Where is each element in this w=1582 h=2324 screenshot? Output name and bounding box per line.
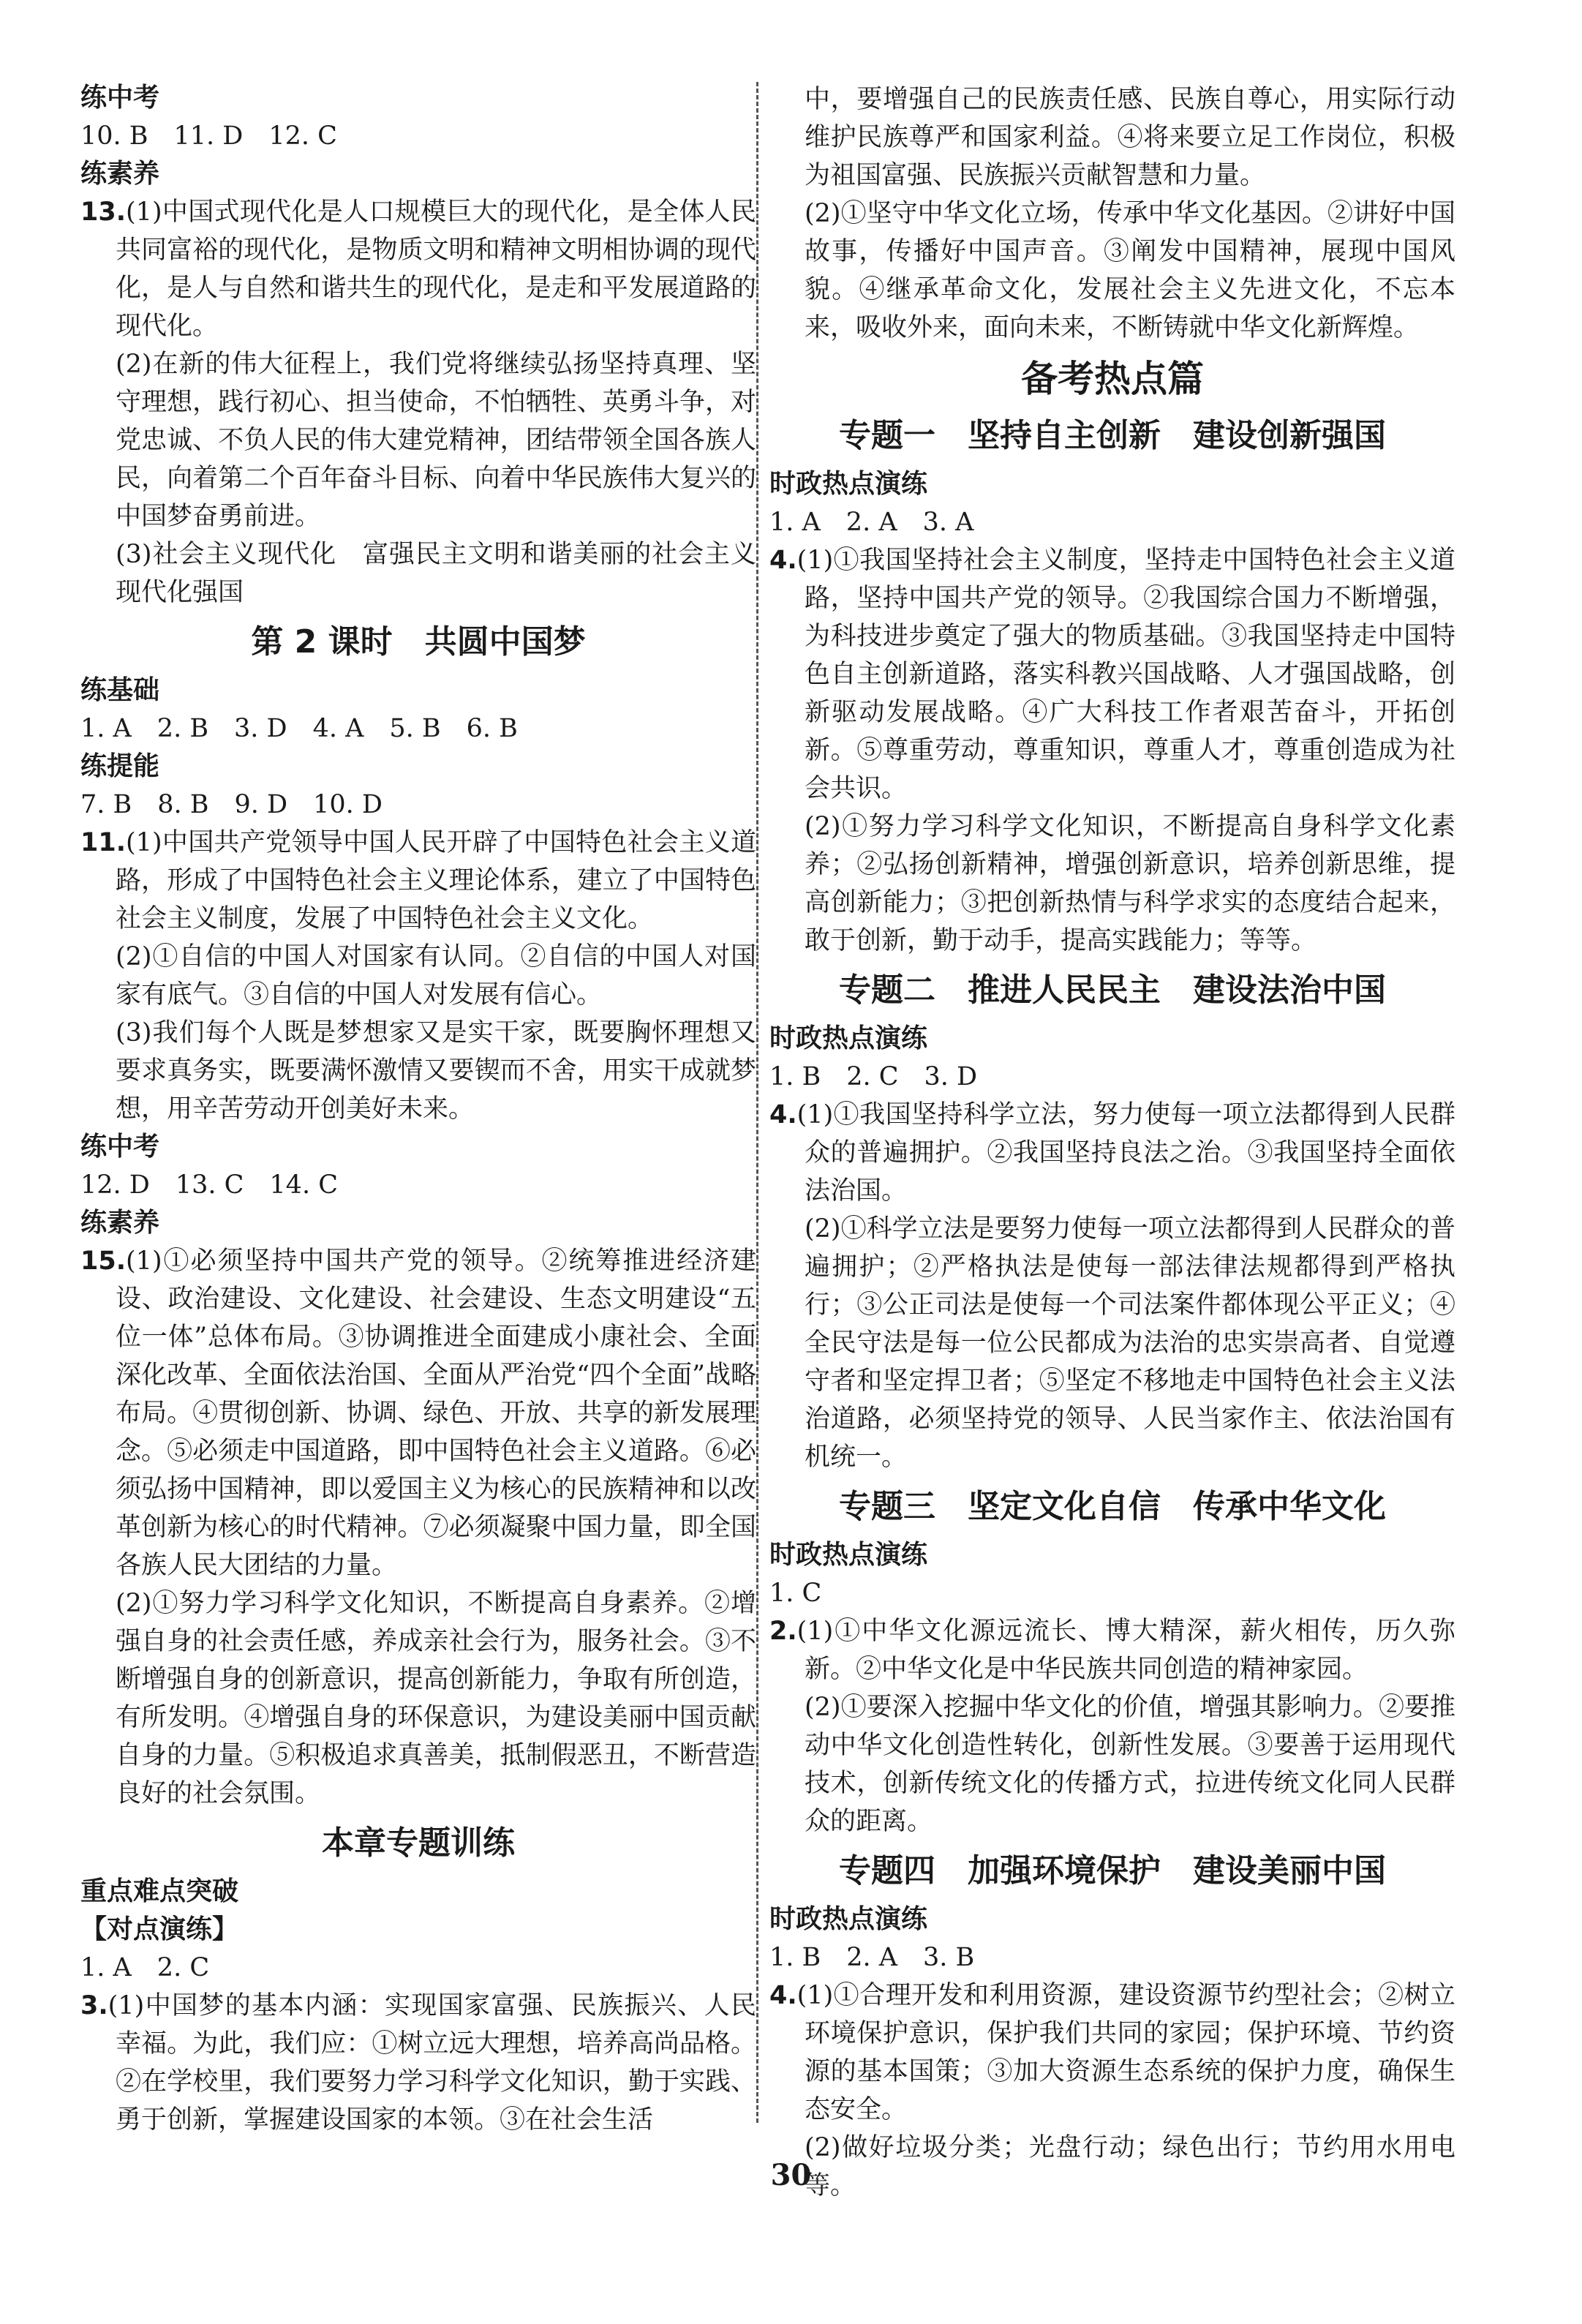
answer-line: 1. A 2. B 3. D 4. A 5. B 6. B (80, 714, 518, 743)
page-number: 30 (770, 2158, 812, 2192)
answer-text: (1)中国共产党领导中国人民开辟了中国特色社会主义道路，形成了中国特色社会主义理论体系，建立了中国特色社会主义制度，发展了中国特色社会主义文化。 (116, 828, 756, 933)
answer-text: (2)①努力学习科学文化知识，不断提高自身素养。②增强自身的社会责任感，养成亲社会行为，服务社会。③不断增强自身的创新意识，提高创新能力，争取有所创造，有所发明。④增强自身的环保意识，为建设美丽中国贡献自身的力量。⑤积极追求真善美，抵制假恶丑，不断营造良好的社会氛围。 (116, 1589, 756, 1808)
section-heading: 练提能 (80, 751, 160, 781)
section-heading: 练素养 (80, 1208, 160, 1238)
chapter-training-title: 本章专题训练 (322, 1824, 515, 1862)
answer-text: (1)①中华文化源远流长、博大精深，薪火相传，历久弥新。②中华文化是中华民族共同创造的精神家园。 (796, 1617, 1455, 1684)
question-number: 2. (769, 1617, 797, 1646)
topic-title: 专题一 坚持自主创新 建设创新强国 (839, 417, 1386, 454)
section-heading: 时政热点演练 (769, 1023, 928, 1053)
column-divider (756, 82, 758, 2123)
answer-line: 7. B 8. B 9. D 10. D (80, 790, 383, 819)
answer-text: (2)①坚守中华文化立场，传承中华文化基因。②讲好中国故事，传播好中国声音。③阐发中国精神，展现中国风貌。④继承革命文化，发展社会主义先进文化，不忘本来，吸收外来，面向未来，不断铸就中华文化新辉煌。 (805, 199, 1455, 342)
answer-line: 12. D 13. C 14. C (80, 1170, 338, 1200)
answer-line: 1. B 2. C 3. D (769, 1062, 978, 1091)
answer-text: (1)中国梦的基本内涵：实现国家富强、民族振兴、人民幸福。为此，我们应：①树立远大理想，培养高尚品格。②在学校里，我们要努力学习科学文化知识，勤于实践、勇于创新，掌握建设国家的本领。③在社会生活 (108, 1991, 756, 2135)
left-column (80, 79, 756, 2139)
part-title: 备考热点篇 (1021, 358, 1204, 400)
section-heading: 练基础 (80, 675, 160, 705)
answer-text: (2)①科学立法是要努力使每一项立法都得到人民群众的普遍拥护；②严格执法是使每一部法律法规都得到严格执行；③公正司法是使每一个司法案件都体现公平正义；④全民守法是每一位公民都成为法治的忠实崇高者、自觉遵守者和坚定捍卫者；⑤坚定不移地走中国特色社会主义法治道路，必须坚持党的领导、人民当家作主、依法治国有机统一。 (805, 1214, 1455, 1472)
question-15 (80, 1242, 756, 1584)
question-number: 15. (80, 1246, 127, 1276)
answer-line: 1. A 2. A 3. A (769, 508, 974, 537)
answer-line: 10. B 11. D 12. C (80, 121, 337, 151)
answer-text: (3)社会主义现代化 富强民主文明和谐美丽的社会主义现代化强国 (116, 540, 756, 607)
question-11 (80, 824, 756, 938)
question-4 (769, 1977, 1455, 2129)
question-2 (769, 1612, 1455, 1688)
section-heading: 练中考 (80, 1132, 160, 1162)
answer-text: (1)①我国坚持科学立法，努力使每一项立法都得到人民群众的普遍拥护。②我国坚持良法之治。③我国坚持全面依法治国。 (796, 1100, 1455, 1206)
answer-text: (2)①要深入挖掘中华文化的价值，增强其影响力。②要推动中华文化创造性转化，创新性发展。③要善于运用现代技术，创新传统文化的传播方式，拉进传统文化同人民群众的距离。 (805, 1693, 1455, 1836)
answer-text: (2)做好垃圾分类；光盘行动；绿色出行；节约用水用电等。 (805, 2133, 1455, 2200)
section-heading: 练素养 (80, 159, 160, 189)
question-number: 4. (769, 1981, 797, 2010)
section-heading: 练中考 (80, 83, 160, 113)
question-3 (80, 1987, 756, 2139)
section-subheading: 【对点演练】 (80, 1914, 239, 1944)
section-heading: 时政热点演练 (769, 1904, 928, 1934)
topic-title: 专题二 推进人民民主 建设法治中国 (839, 971, 1386, 1009)
question-4 (769, 541, 1455, 808)
answer-line: 1. C (769, 1579, 822, 1608)
question-13 (80, 193, 756, 345)
answer-text: (1)①合理开发和利用资源，建设资源节约型社会；②树立环境保护意识，保护我们共同的家园；保护环境、节约资源的基本国策；③加大资源生态系统的保护力度，确保生态安全。 (796, 1981, 1455, 2124)
answer-text: (2)①努力学习科学文化知识，不断提高自身科学文化素养；②弘扬创新精神，增强创新意识，培养创新思维，提高创新能力；③把创新热情与科学求实的态度结合起来，敢于创新，勤于动手，提高实践能力；等等。 (805, 812, 1455, 955)
answer-text: 中，要增强自己的民族责任感、民族自尊心，用实际行动维护民族尊严和国家利益。④将来要立足工作岗位，积极为祖国富强、民族振兴贡献智慧和力量。 (805, 85, 1455, 190)
topic-title: 专题三 坚定文化自信 传承中华文化 (839, 1488, 1386, 1525)
answer-text: (1)①我国坚持社会主义制度，坚持走中国特色社会主义道路，坚持中国共产党的领导。②我国综合国力不断增强，为科技进步奠定了强大的物质基础。③我国坚持走中国特色自主创新道路，落实科教兴国战略、人才强国战略，创新驱动发展战略。④广大科技工作者艰苦奋斗，开拓创新。⑤尊重劳动，尊重知识，尊重人才，尊重创造成为社会共识。 (796, 546, 1455, 803)
topic-title: 专题四 加强环境保护 建设美丽中国 (839, 1852, 1386, 1889)
answer-line: 1. B 2. A 3. B (769, 1943, 975, 1972)
question-number: 3. (80, 1991, 108, 2020)
answer-text: (2)在新的伟大征程上，我们党将继续弘扬坚持真理、坚守理想，践行初心、担当使命，不怕牺牲、英勇斗争，对党忠诚、不负人民的伟大建党精神，团结带领全国各族人民，向着第二个百年奋斗目标、向着中华民族伟大复兴的中国梦奋勇前进。 (116, 350, 756, 531)
section-heading: 重点难点突破 (80, 1876, 239, 1906)
answer-text: (1)中国式现代化是人口规模巨大的现代化，是全体人民共同富裕的现代化，是物质文明和精神文明相协调的现代化，是人与自然和谐共生的现代化，是走和平发展道路的现代化。 (116, 198, 756, 341)
answer-text: (2)①自信的中国人对国家有认同。②自信的中国人对国家有底气。③自信的中国人对发展有信心。 (116, 942, 756, 1009)
lesson-title: 第 2 课时 共圆中国梦 (251, 623, 586, 661)
question-number: 13. (80, 198, 127, 227)
section-heading: 时政热点演练 (769, 469, 928, 499)
question-4 (769, 1096, 1455, 1210)
right-column (769, 80, 1455, 2205)
answer-text: (1)①必须坚持中国共产党的领导。②统筹推进经济建设、政治建设、文化建设、社会建设、生态文明建设“五位一体”总体布局。③协调推进全面建成小康社会、全面深化改革、全面依法治国、全面从严治党“四个全面”战略布局。④贯彻创新、协调、绿色、开放、共享的新发展理念。⑤必须走中国道路，即中国特色社会主义道路。⑥必须弘扬中国精神，即以爱国主义为核心的民族精神和以改革创新为核心的时代精神。⑦必须凝聚中国力量，即全国各族人民大团结的力量。 (116, 1246, 756, 1580)
answer-line: 1. A 2. C (80, 1953, 210, 1982)
section-heading: 时政热点演练 (769, 1540, 928, 1570)
answer-text: (3)我们每个人既是梦想家又是实干家，既要胸怀理想又要求真务实，既要满怀激情又要锲而不舍，用实干成就梦想，用辛苦劳动开创美好未来。 (116, 1018, 756, 1124)
question-number: 4. (769, 1100, 797, 1129)
question-number: 11. (80, 828, 127, 857)
question-number: 4. (769, 546, 797, 575)
